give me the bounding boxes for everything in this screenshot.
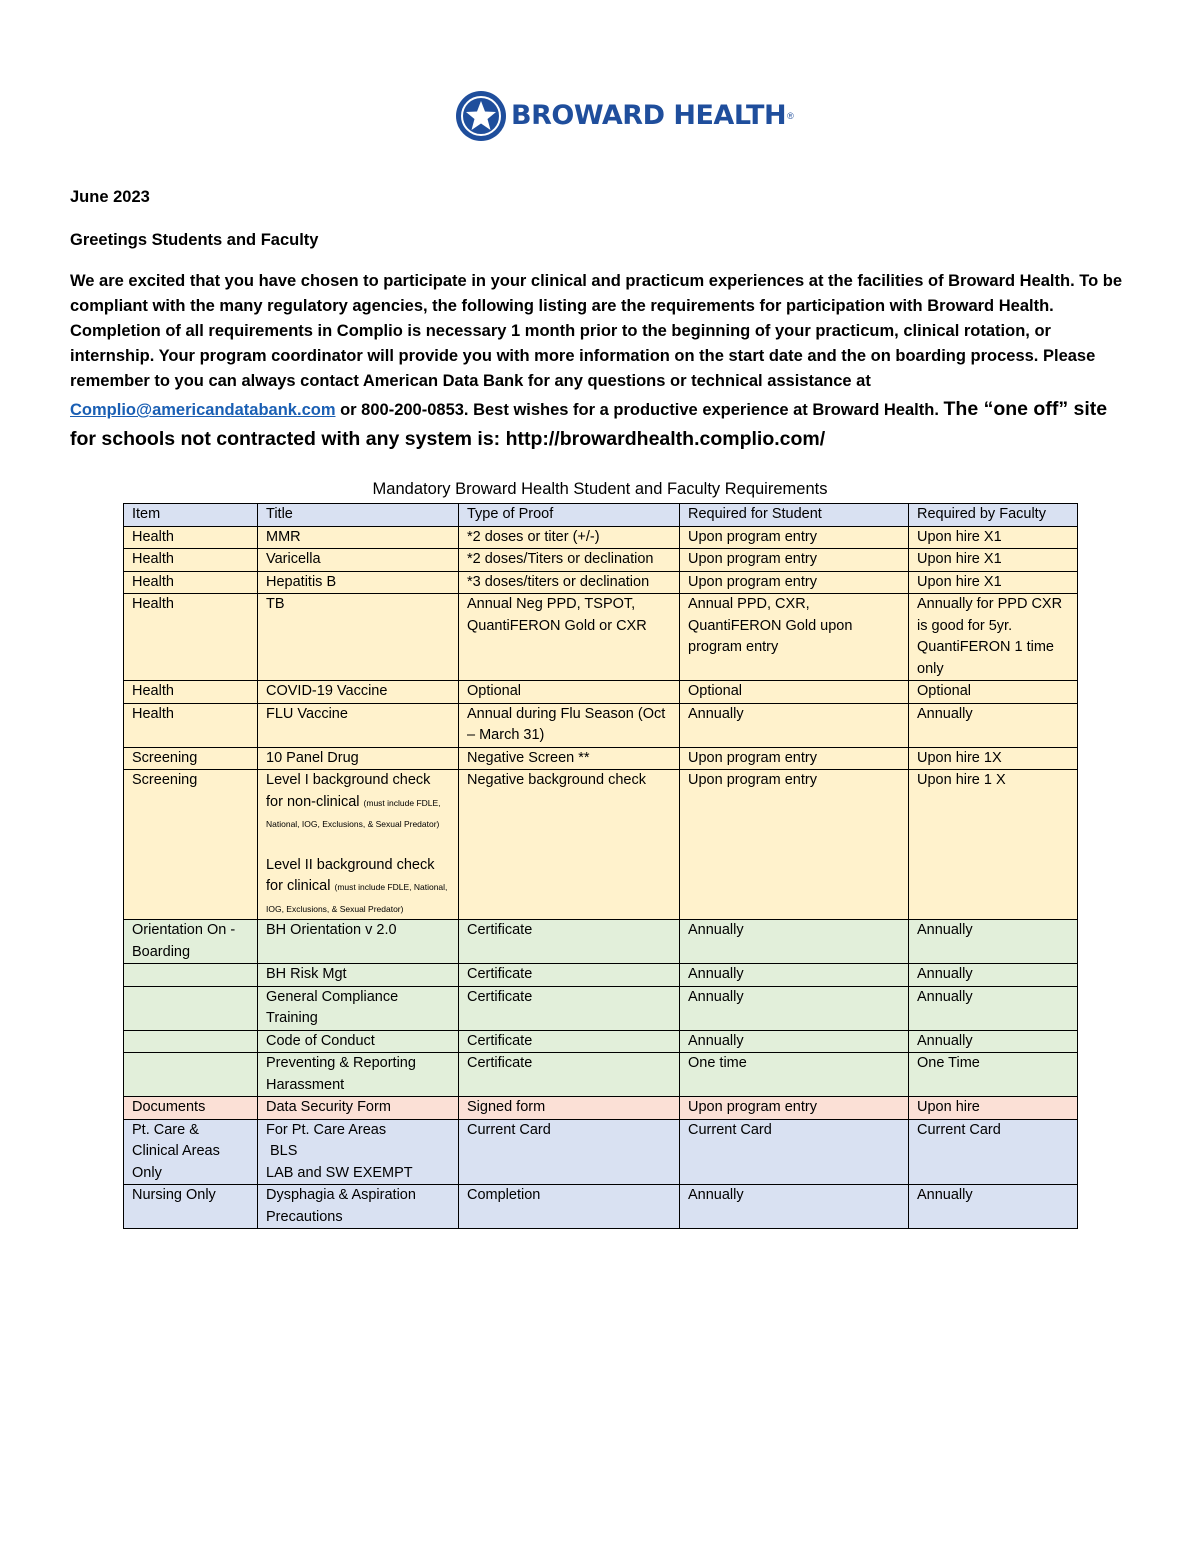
cell-faculty: One Time — [909, 1053, 1078, 1097]
header-type-of-proof: Type of Proof — [459, 504, 680, 527]
letter-date: June 2023 — [70, 188, 150, 206]
cell-item: Health — [124, 681, 258, 704]
cell-proof: Certificate — [459, 920, 680, 964]
cell-proof: Annual Neg PPD, TSPOT, QuantiFERON Gold or CXR — [459, 594, 680, 681]
cell-proof: Negative Screen ** — [459, 747, 680, 770]
cell-faculty: Annually — [909, 1185, 1078, 1229]
cell-item: Health — [124, 703, 258, 747]
cell-item — [124, 1053, 258, 1097]
cell-title: 10 Panel Drug — [258, 747, 459, 770]
logo-trademark: ® — [787, 111, 794, 121]
cell-faculty: Upon hire X1 — [909, 571, 1078, 594]
table-row — [124, 1119, 1078, 1185]
cell-title: BH Orientation v 2.0 — [258, 920, 459, 964]
cell-item: Health — [124, 594, 258, 681]
cell-title: Preventing & Reporting Harassment — [258, 1053, 459, 1097]
cell-title: Varicella — [258, 549, 459, 572]
letter-contact-text: or 800-200-0853. Best wishes for a productive experience at Broward Health. — [335, 401, 944, 419]
cell-proof: Current Card — [459, 1119, 680, 1185]
table-row — [124, 549, 1078, 572]
cell-item: Orientation On - Boarding — [124, 920, 258, 964]
cell-student: Upon program entry — [680, 549, 909, 572]
cell-title: General Compliance Training — [258, 986, 459, 1030]
cell-title: MMR — [258, 526, 459, 549]
letter-body-text: We are excited that you have chosen to participate in your clinical and practicum experiences at the facilities of Broward Health. To be compliant with the many regulatory agencies, the following listing are the requirements for participation with Broward Health. Completion of all requirements in Complio is necessary 1 month prior to the beginning of your practicum, clinical rotation, or internship. Your program coordinator will provide you with more information on the start date and the on boarding process. Please remember to you can always contact American Data Bank for any questions or technical assistance at — [70, 272, 1123, 390]
cell-title-background-check — [258, 770, 459, 920]
cell-student: Optional — [680, 681, 909, 704]
logo-wordmark: BROWARD HEALTH — [511, 100, 787, 131]
cell-faculty: Annually — [909, 920, 1078, 964]
cell-faculty: Optional — [909, 681, 1078, 704]
cell-faculty: Upon hire X1 — [909, 549, 1078, 572]
cell-faculty: Annually — [909, 964, 1078, 987]
cell-item — [124, 986, 258, 1030]
cell-proof: Completion — [459, 1185, 680, 1229]
cell-faculty: Annually for PPD CXR is good for 5yr. QuantiFERON 1 time only — [909, 594, 1078, 681]
cell-faculty: Current Card — [909, 1119, 1078, 1185]
cell-item: Screening — [124, 770, 258, 920]
cell-title-bls — [258, 1119, 459, 1185]
cell-title: Data Security Form — [258, 1097, 459, 1120]
cell-title: Hepatitis B — [258, 571, 459, 594]
cell-title: Code of Conduct — [258, 1030, 459, 1053]
table-caption: Mandatory Broward Health Student and Faculty Requirements — [372, 480, 828, 498]
cell-faculty: Upon hire — [909, 1097, 1078, 1120]
cell-item — [124, 964, 258, 987]
cell-student: Current Card — [680, 1119, 909, 1185]
cell-proof: Certificate — [459, 986, 680, 1030]
table-row — [124, 770, 1078, 920]
header-required-student: Required for Student — [680, 504, 909, 527]
table-row — [124, 1185, 1078, 1229]
cell-student: Upon program entry — [680, 526, 909, 549]
table-row — [124, 920, 1078, 964]
cell-proof: Certificate — [459, 964, 680, 987]
complio-email-link[interactable]: Complio@americandatabank.com — [70, 401, 336, 419]
table-row — [124, 1097, 1078, 1120]
cell-student: Upon program entry — [680, 571, 909, 594]
one-off-site-text: The “one off” site for schools not contracted with any system is: http://browardhealth.complio.com/ — [70, 398, 1108, 450]
cell-item: Screening — [124, 747, 258, 770]
cell-student: Annually — [680, 964, 909, 987]
level1-note: (must include FDLE, National, IOG, Exclusions, & Sexual Predator) — [266, 797, 441, 829]
header-required-faculty: Required by Faculty — [909, 504, 1078, 527]
cell-proof: Signed form — [459, 1097, 680, 1120]
cell-proof: Annual during Flu Season (Oct – March 31) — [459, 703, 680, 747]
letter-greeting: Greetings Students and Faculty — [70, 231, 319, 249]
table-row — [124, 594, 1078, 681]
table-row — [124, 964, 1078, 987]
table-row — [124, 1030, 1078, 1053]
bls-line-2: BLS — [270, 1143, 298, 1159]
level2-note: (must include FDLE, National, IOG, Exclusions, & Sexual Predator) — [266, 882, 448, 914]
cell-item: Documents — [124, 1097, 258, 1120]
level2-text: Level II background check for clinical — [266, 856, 435, 894]
cell-faculty: Upon hire 1 X — [909, 770, 1078, 920]
cell-student: Upon program entry — [680, 747, 909, 770]
cell-proof: Certificate — [459, 1053, 680, 1097]
cell-item: Pt. Care & Clinical Areas Only — [124, 1119, 258, 1185]
cell-title: Dysphagia & Aspiration Precautions — [258, 1185, 459, 1229]
cell-proof: Optional — [459, 681, 680, 704]
cell-proof: *3 doses/titers or declination — [459, 571, 680, 594]
cell-title: TB — [258, 594, 459, 681]
cell-student: Annually — [680, 1185, 909, 1229]
cell-student: Upon program entry — [680, 770, 909, 920]
cell-faculty: Annually — [909, 703, 1078, 747]
bls-line-1: For Pt. Care Areas — [266, 1121, 387, 1138]
broward-health-star-icon — [455, 90, 507, 142]
cell-faculty: Annually — [909, 986, 1078, 1030]
table-header-row — [124, 504, 1078, 527]
table-row — [124, 703, 1078, 747]
cell-title: BH Risk Mgt — [258, 964, 459, 987]
table-row — [124, 526, 1078, 549]
cell-student: Annually — [680, 1030, 909, 1053]
cell-title: FLU Vaccine — [258, 703, 459, 747]
cell-proof: *2 doses/Titers or declination — [459, 549, 680, 572]
cell-faculty: Annually — [909, 1030, 1078, 1053]
table-row — [124, 747, 1078, 770]
cell-student: Annual PPD, CXR, QuantiFERON Gold upon program entry — [680, 594, 909, 681]
cell-title: COVID-19 Vaccine — [258, 681, 459, 704]
table-row — [124, 681, 1078, 704]
cell-student: One time — [680, 1053, 909, 1097]
table-row — [124, 1053, 1078, 1097]
cell-faculty: Upon hire X1 — [909, 526, 1078, 549]
cell-student: Annually — [680, 703, 909, 747]
cell-item: Nursing Only — [124, 1185, 258, 1229]
letter-body — [70, 269, 1130, 454]
cell-proof: *2 doses or titer (+/-) — [459, 526, 680, 549]
cell-student: Annually — [680, 920, 909, 964]
cell-proof: Certificate — [459, 1030, 680, 1053]
cell-student: Annually — [680, 986, 909, 1030]
requirements-table — [123, 503, 1078, 1229]
bls-line-3: LAB and SW EXEMPT — [266, 1164, 413, 1181]
cell-item: Health — [124, 549, 258, 572]
level1-text: Level I background check for non-clinical — [266, 772, 431, 810]
cell-item: Health — [124, 571, 258, 594]
table-row — [124, 571, 1078, 594]
cell-item: Health — [124, 526, 258, 549]
cell-item — [124, 1030, 258, 1053]
broward-health-logo — [455, 90, 794, 142]
cell-faculty: Upon hire 1X — [909, 747, 1078, 770]
header-title: Title — [258, 504, 459, 527]
header-item: Item — [124, 504, 258, 527]
table-row — [124, 986, 1078, 1030]
cell-student: Upon program entry — [680, 1097, 909, 1120]
cell-proof: Negative background check — [459, 770, 680, 920]
